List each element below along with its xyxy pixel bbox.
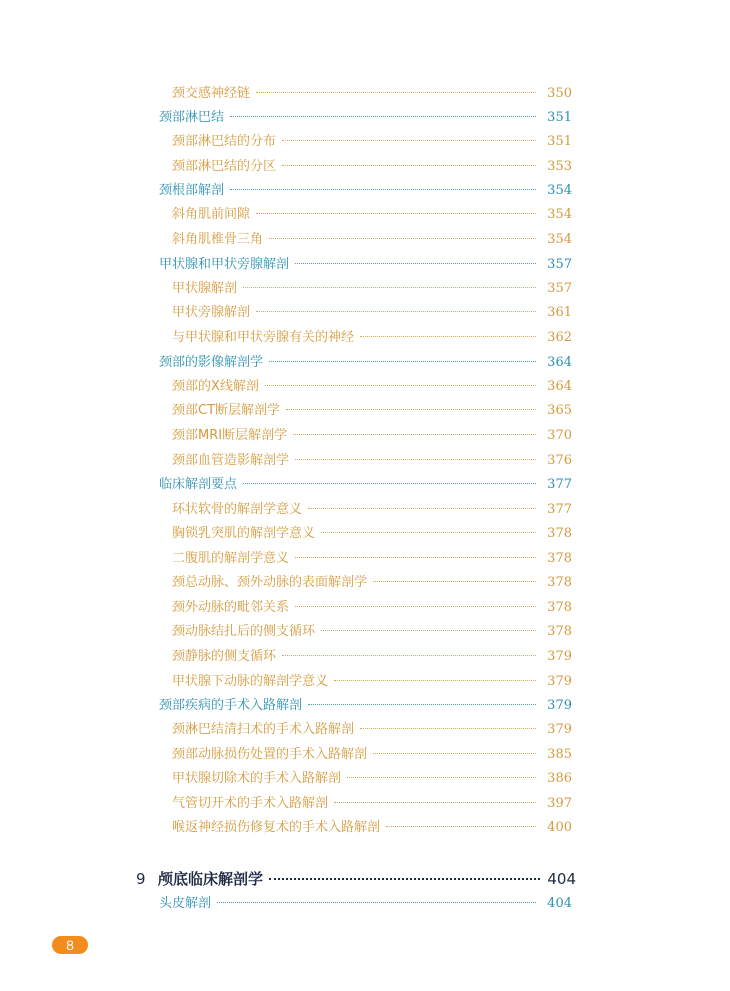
chapter-page: 404 xyxy=(547,870,576,888)
toc-section[interactable] xyxy=(159,108,572,128)
toc-entry-title: 斜角肌椎骨三角 xyxy=(172,232,264,247)
toc-entry-title: 气管切开术的手术入路解剖 xyxy=(172,796,329,811)
dot-leader xyxy=(321,532,536,533)
toc-entry-page: 354 xyxy=(547,232,572,247)
toc-entry[interactable] xyxy=(172,769,572,789)
dot-leader xyxy=(282,655,536,656)
dot-leader xyxy=(269,878,540,880)
toc-entry-page: 370 xyxy=(547,428,572,443)
chapter-title: 颅底临床解剖学 xyxy=(158,870,264,888)
toc-section[interactable] xyxy=(159,353,572,373)
toc-entry[interactable] xyxy=(172,205,572,225)
toc-entry-title: 甲状腺解剖 xyxy=(172,281,238,296)
toc-entry[interactable] xyxy=(172,524,572,544)
toc-entry-title: 胸锁乳突肌的解剖学意义 xyxy=(172,526,316,541)
toc-entry[interactable] xyxy=(172,672,572,692)
dot-leader xyxy=(230,189,536,190)
toc-entry-title: 颈动脉结扎后的侧支循环 xyxy=(172,624,316,639)
toc-entry[interactable] xyxy=(172,132,572,152)
toc-entry[interactable] xyxy=(172,647,572,667)
toc-entry[interactable] xyxy=(172,328,572,348)
toc-section-page: 357 xyxy=(547,257,572,272)
toc-entry[interactable] xyxy=(172,377,572,397)
toc-entry-page: 365 xyxy=(547,403,572,418)
toc-entry-page: 361 xyxy=(547,305,572,320)
toc-entry[interactable] xyxy=(172,500,572,520)
toc-entry-page: 385 xyxy=(547,747,572,762)
toc-entry-page: 357 xyxy=(547,281,572,296)
toc-section[interactable] xyxy=(159,255,572,275)
dot-leader xyxy=(286,409,536,410)
toc-entry[interactable] xyxy=(172,622,572,642)
toc-entry-title: 颈部MRI断层解剖学 xyxy=(172,428,288,443)
dot-leader xyxy=(217,902,536,903)
toc-section[interactable] xyxy=(159,475,572,495)
toc-entry-page: 386 xyxy=(547,771,572,786)
dot-leader xyxy=(282,140,536,141)
dot-leader xyxy=(243,287,536,288)
toc-entry[interactable] xyxy=(172,720,572,740)
chapter-number: 9 xyxy=(136,870,146,888)
toc-section-page: 377 xyxy=(547,477,572,492)
dot-leader xyxy=(295,263,536,264)
toc-entry[interactable] xyxy=(172,157,572,177)
toc-entry[interactable] xyxy=(172,303,572,323)
toc-entry[interactable] xyxy=(172,426,572,446)
dot-leader xyxy=(256,92,536,93)
toc-entry-page: 378 xyxy=(547,600,572,615)
dot-leader xyxy=(373,753,536,754)
toc-entry-page: 378 xyxy=(547,624,572,639)
toc-section-title: 头皮解剖 xyxy=(159,896,212,911)
dot-leader xyxy=(230,116,536,117)
dot-leader xyxy=(360,728,536,729)
dot-leader xyxy=(269,361,536,362)
toc-section[interactable] xyxy=(159,894,572,914)
toc-entry-title: 颈部动脉损伤处置的手术入路解剖 xyxy=(172,747,368,762)
dot-leader xyxy=(360,336,536,337)
toc-entry-title: 斜角肌前间隙 xyxy=(172,207,251,222)
toc-section-title: 颈部疾病的手术入路解剖 xyxy=(159,698,303,713)
toc-section[interactable] xyxy=(159,696,572,716)
dot-leader xyxy=(269,238,536,239)
toc-entry-page: 400 xyxy=(547,820,572,835)
toc-entry[interactable] xyxy=(172,401,572,421)
toc-entry[interactable] xyxy=(172,794,572,814)
toc-entry-title: 二腹肌的解剖学意义 xyxy=(172,551,290,566)
toc-entry-title: 颈交感神经链 xyxy=(172,86,251,101)
dot-leader xyxy=(295,459,536,460)
toc-entry[interactable] xyxy=(172,573,572,593)
dot-leader xyxy=(265,385,536,386)
toc-section-title: 颈部的影像解剖学 xyxy=(159,355,264,370)
dot-leader xyxy=(243,483,536,484)
toc-entry-title: 颈部淋巴结的分区 xyxy=(172,159,277,174)
toc-entry-page: 362 xyxy=(547,330,572,345)
toc-section-page: 354 xyxy=(547,183,572,198)
toc-entry-page: 354 xyxy=(547,207,572,222)
dot-leader xyxy=(347,777,536,778)
toc-entry-title: 喉返神经损伤修复术的手术入路解剖 xyxy=(172,820,381,835)
dot-leader xyxy=(295,606,536,607)
toc-entry[interactable] xyxy=(172,279,572,299)
toc-entry[interactable] xyxy=(172,598,572,618)
toc-entry-title: 颈部血管造影解剖学 xyxy=(172,453,290,468)
toc-entry-page: 351 xyxy=(547,134,572,149)
toc-entry-page: 378 xyxy=(547,551,572,566)
toc-entry[interactable] xyxy=(172,745,572,765)
dot-leader xyxy=(256,311,536,312)
toc-section-page: 364 xyxy=(547,355,572,370)
toc-entry-page: 377 xyxy=(547,502,572,517)
toc-entry[interactable] xyxy=(172,549,572,569)
toc-entry-page: 378 xyxy=(547,575,572,590)
toc-entry-title: 颈总动脉、颈外动脉的表面解剖学 xyxy=(172,575,368,590)
toc-entry-title: 颈淋巴结清扫术的手术入路解剖 xyxy=(172,722,355,737)
dot-leader xyxy=(373,581,536,582)
toc-entry-title: 甲状旁腺解剖 xyxy=(172,305,251,320)
toc-entry[interactable] xyxy=(172,230,572,250)
toc-entry-title: 甲状腺下动脉的解剖学意义 xyxy=(172,674,329,689)
toc-entry-title: 环状软骨的解剖学意义 xyxy=(172,502,303,517)
toc-section-title: 颈部淋巴结 xyxy=(159,110,225,125)
dot-leader xyxy=(308,704,536,705)
toc-entry-title: 颈外动脉的毗邻关系 xyxy=(172,600,290,615)
dot-leader xyxy=(295,557,536,558)
dot-leader xyxy=(256,213,536,214)
dot-leader xyxy=(282,165,536,166)
toc-entry-page: 379 xyxy=(547,722,572,737)
toc-section-page: 404 xyxy=(547,896,572,911)
toc-entry-title: 颈静脉的侧支循环 xyxy=(172,649,277,664)
dot-leader xyxy=(334,802,536,803)
toc-entry-page: 353 xyxy=(547,159,572,174)
dot-leader xyxy=(293,434,536,435)
toc-entry-title: 颈部CT断层解剖学 xyxy=(172,403,281,418)
toc-entry-page: 350 xyxy=(547,86,572,101)
dot-leader xyxy=(308,508,536,509)
toc-section-page: 379 xyxy=(547,698,572,713)
toc-entry-page: 376 xyxy=(547,453,572,468)
toc-section-page: 351 xyxy=(547,110,572,125)
toc-section-title: 临床解剖要点 xyxy=(159,477,238,492)
dot-leader xyxy=(334,680,536,681)
toc-entry[interactable] xyxy=(172,451,572,471)
toc-entry-page: 397 xyxy=(547,796,572,811)
toc-entry[interactable] xyxy=(172,84,572,104)
toc-section-title: 甲状腺和甲状旁腺解剖 xyxy=(159,257,290,272)
toc-entry-page: 378 xyxy=(547,526,572,541)
toc-chapter[interactable] xyxy=(136,869,576,889)
toc-entry-title: 甲状腺切除术的手术入路解剖 xyxy=(172,771,342,786)
toc-section-title: 颈根部解剖 xyxy=(159,183,225,198)
toc-entry[interactable] xyxy=(172,818,572,838)
toc-section[interactable] xyxy=(159,181,572,201)
page-number-badge: 8 xyxy=(52,936,88,954)
toc-entry-page: 379 xyxy=(547,649,572,664)
toc-entry-title: 与甲状腺和甲状旁腺有关的神经 xyxy=(172,330,355,345)
dot-leader xyxy=(321,630,536,631)
toc-entry-title: 颈部的X线解剖 xyxy=(172,379,259,394)
toc-entry-title: 颈部淋巴结的分布 xyxy=(172,134,277,149)
toc-entry-page: 364 xyxy=(547,379,572,394)
toc-entry-page: 379 xyxy=(547,674,572,689)
dot-leader xyxy=(386,826,536,827)
